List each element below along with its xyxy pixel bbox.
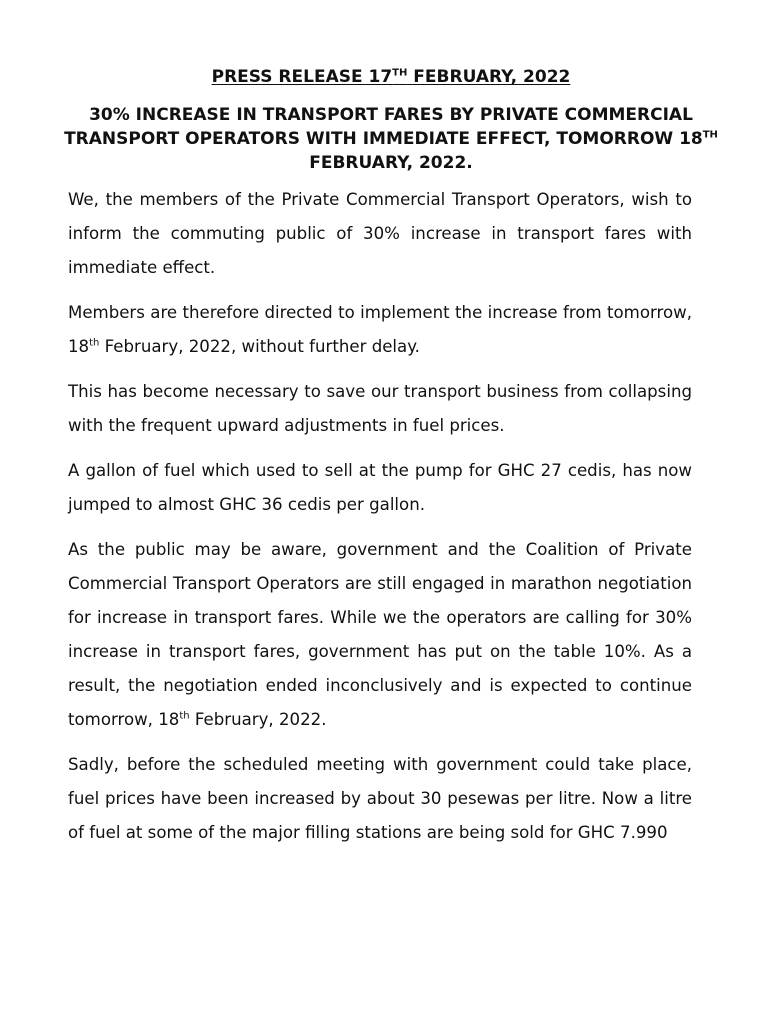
release-prefix: PRESS RELEASE 17 — [211, 67, 393, 87]
paragraph-5 — [68, 533, 692, 737]
paragraph-3: This has become necessary to save our transport business from collapsing with the frequent upward adjustments in fuel prices. — [68, 382, 692, 435]
paragraph-2-superscript: th — [89, 337, 100, 349]
paragraph-4: A gallon of fuel which used to sell at the pump for GHC 27 cedis, has now jumped to almost GHC 36 cedis per gallon. — [68, 461, 692, 514]
press-release-title — [50, 103, 732, 175]
press-release-date-heading — [0, 66, 782, 88]
paragraph-5-text-a: As the public may be aware, government and the Coalition of Private Commercial Transport Operators are still engaged in marathon negotiation for increase in transport fares. While we the operators are calling for 30% increase in transport fares, government has put on the table 10%. As a result, the negotiation ended inconclusively and is expected to continue tomorrow, 18 — [68, 540, 692, 729]
release-superscript: TH — [392, 67, 408, 79]
headline-part1: 30% INCREASE IN TRANSPORT FARES BY PRIVATE COMMERCIAL TRANSPORT OPERATORS WITH IMMEDIATE EFFECT, TOMORROW 18 — [64, 105, 703, 149]
paragraph-2-text-b: February, 2022, without further delay. — [99, 337, 420, 356]
paragraph-5-text-b: February, 2022. — [189, 710, 327, 729]
release-date-underlined — [212, 67, 571, 87]
paragraph-6: Sadly, before the scheduled meeting with government could take place, fuel prices have been increased by about 30 pesewas per litre. Now a litre of fuel at some of the major filling stations are being sold for GHC 7.990 — [68, 755, 692, 842]
release-suffix: FEBRUARY, 2022 — [407, 67, 571, 87]
paragraph-2-text-a: Members are therefore directed to implement the increase from tomorrow, 18 — [68, 303, 692, 356]
headline-superscript: TH — [702, 129, 718, 141]
headline-part2: FEBRUARY, 2022. — [309, 153, 473, 173]
paragraph-1: We, the members of the Private Commercial Transport Operators, wish to inform the commuting public of 30% increase in transport fares with immediate effect. — [68, 190, 692, 277]
paragraph-2 — [68, 296, 692, 364]
press-release-body — [68, 183, 692, 861]
paragraph-5-superscript: th — [179, 710, 190, 722]
